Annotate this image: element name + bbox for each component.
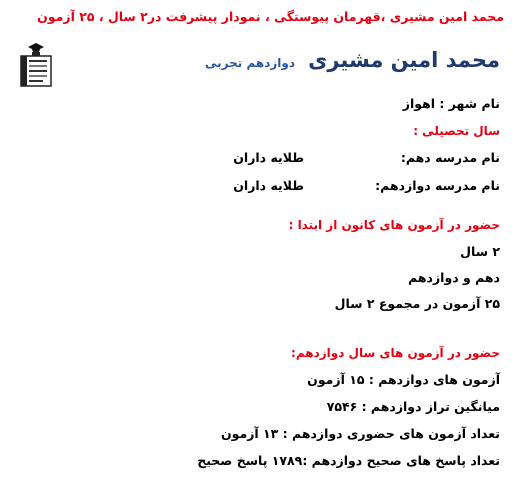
- attendance-heading: حضور در آزمون های کانون از ابتدا :: [288, 218, 500, 232]
- grade12-exams: آزمون های دوازدهم : ۱۵ آزمون: [307, 372, 500, 387]
- attendance-total: ۲۵ آزمون در مجموع ۲ سال: [334, 296, 500, 311]
- school-12-label: نام مدرسه دوازدهم:: [375, 178, 500, 193]
- student-grade: دوازدهم تجربی: [205, 56, 295, 70]
- grade12-inperson: تعداد آزمون های حضوری دوازدهم : ۱۳ آزمون: [220, 426, 500, 441]
- page-title: محمد امین مشیری ،قهرمان پیوستگی ، نمودار پیشرفت در۲ سال ، ۲۵ آزمون: [37, 9, 504, 24]
- grade12-heading: حضور در آزمون های سال دوازدهم:: [291, 346, 500, 360]
- attendance-years: ۲ سال: [460, 244, 500, 259]
- attendance-grades: دهم و دوازدهم: [408, 270, 500, 285]
- grade12-average: میانگین تراز دوازدهم : ۷۵۴۶: [326, 399, 500, 414]
- school-10-value: طلایه داران: [233, 150, 304, 165]
- school-10-label: نام مدرسه دهم:: [400, 150, 500, 165]
- student-header: [10, 48, 500, 78]
- education-heading: سال تحصیلی :: [413, 124, 500, 138]
- student-name: محمد امین مشیری: [308, 48, 500, 72]
- school-12-value: طلایه داران: [233, 178, 304, 193]
- city-line: نام شهر : اهواز: [402, 96, 500, 111]
- grade12-correct: تعداد پاسخ های صحیح دوازدهم :۱۷۸۹ پاسخ صحیح: [197, 453, 500, 468]
